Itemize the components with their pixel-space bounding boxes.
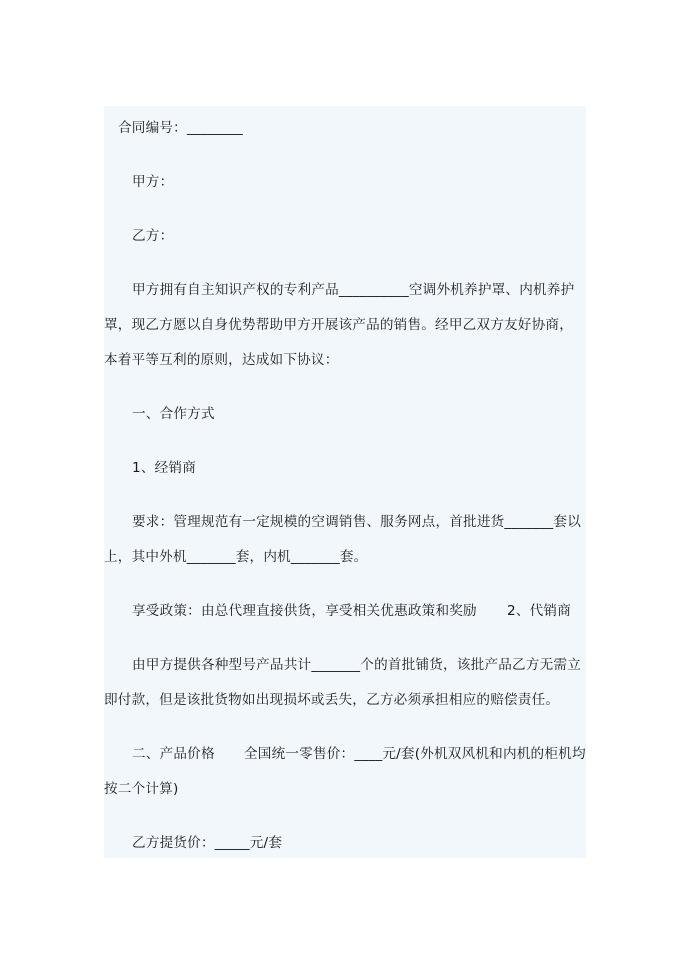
requirement-line-2: 上，其中外机_______套，内机_______套。 [104,549,368,565]
item-2-heading: 2、代销商 [507,603,572,619]
retail-price-line-1: 全国统一零售价：____元/套(外机双风机和内机的柜机均 [244,746,586,762]
party-a-label: 甲方： [132,174,174,190]
contract-number: 合同编号：________ [118,120,243,136]
section-2-heading: 二、产品价格 [132,746,215,762]
section-1-heading: 一、合作方式 [132,406,215,422]
party-b-label: 乙方： [132,228,174,244]
retail-price-line-2: 按二个计算) [104,781,179,797]
intro-paragraph-line-3: 本着平等互利的原则，达成如下协议： [104,352,339,368]
item-1-heading: 1、经销商 [132,460,197,476]
pickup-price-line: 乙方提货价：_____元/套 [132,835,283,851]
intro-paragraph-line-1: 甲方拥有自主知识产权的专利产品__________空调外机养护罩、内机养护 [132,282,575,298]
agent-paragraph-line-2: 即付款，但是该批货物如出现损坏或丢失，乙方必须承担相应的赔偿责任。 [104,692,560,708]
agent-paragraph-line-1: 由甲方提供各种型号产品共计_______个的首批铺货，该批产品乙方无需立 [132,657,581,673]
requirement-line-1: 要求：管理规范有一定规模的空调销售、服务网点，首批进货_______套以 [132,514,581,530]
policy-line: 享受政策：由总代理直接供货，享受相关优惠政策和奖励 [132,603,477,619]
intro-paragraph-line-2: 罩，现乙方愿以自身优势帮助甲方开展该产品的销售。经甲乙双方友好协商， [104,317,573,333]
